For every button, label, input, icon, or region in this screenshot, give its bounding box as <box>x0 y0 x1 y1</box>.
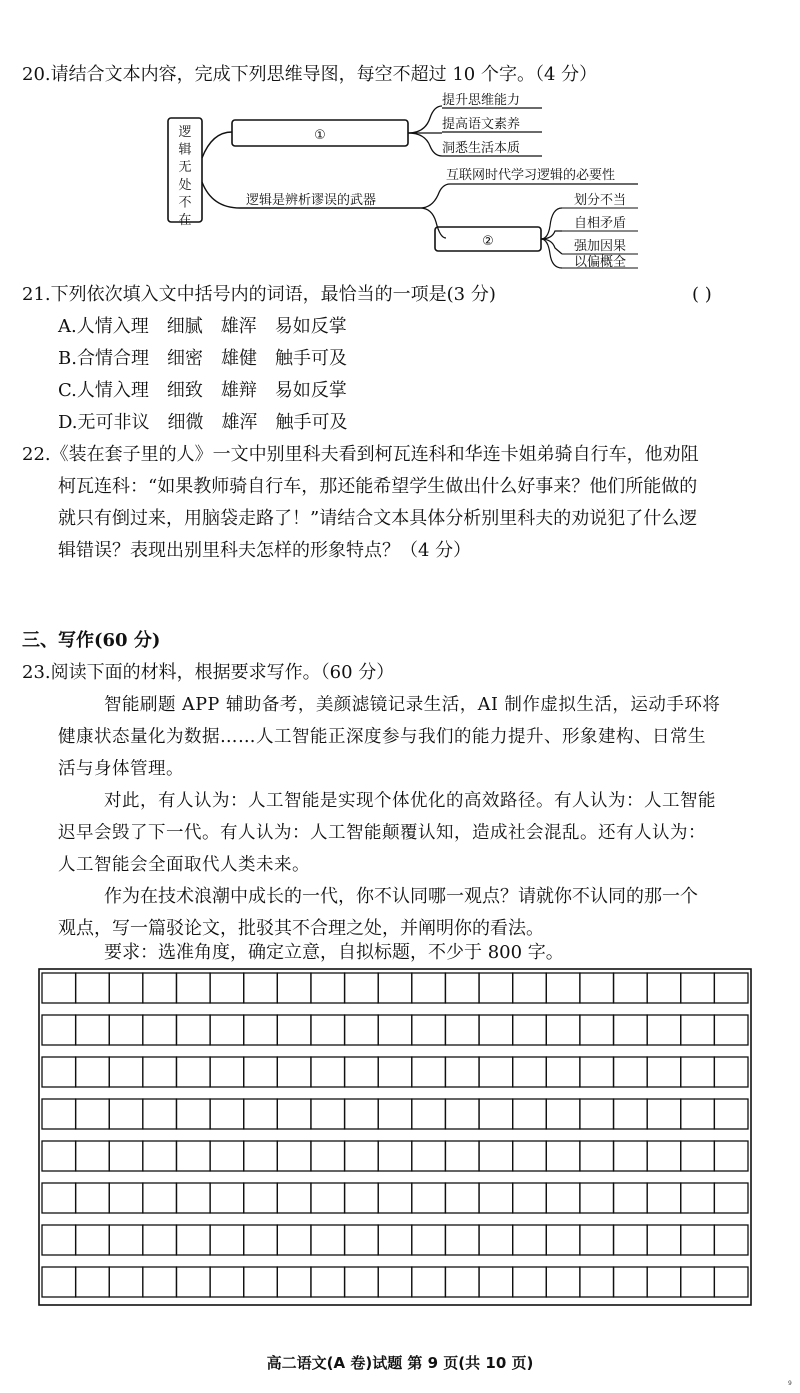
q23-stem: 23.阅读下面的材料，根据要求写作。（60 分） <box>22 662 395 683</box>
grid-cell <box>513 1057 547 1087</box>
grid-cell <box>546 1225 580 1255</box>
grid-cell <box>76 1225 110 1255</box>
grid-cell <box>311 1225 345 1255</box>
branch2-top: 互联网时代学习逻辑的必要性 <box>446 168 616 183</box>
grid-cell <box>244 1225 278 1255</box>
root-char-0: 逻 <box>178 125 192 140</box>
grid-cell <box>546 973 580 1003</box>
branch1-item-1: 提高语文素养 <box>442 117 521 132</box>
grid-cell <box>345 1225 379 1255</box>
grid-cell <box>378 1267 412 1297</box>
grid-cell <box>176 973 210 1003</box>
q23-requirement: 要求：选准角度，确定立意，自拟标题，不少于 800 字。 <box>104 942 564 963</box>
grid-cell <box>244 1141 278 1171</box>
grid-cell <box>647 1057 681 1087</box>
grid-cell <box>681 1267 715 1297</box>
grid-cell <box>42 1225 76 1255</box>
grid-cell <box>647 973 681 1003</box>
q21-bracket: ( ) <box>692 284 712 305</box>
grid-cell <box>244 973 278 1003</box>
grid-cell <box>513 1225 547 1255</box>
grid-cell <box>176 1225 210 1255</box>
grid-cell <box>681 1141 715 1171</box>
grid-cell <box>109 1225 143 1255</box>
grid-cell <box>479 1057 513 1087</box>
grid-cell <box>42 1183 76 1213</box>
grid-cell <box>277 1267 311 1297</box>
grid-cell <box>681 1099 715 1129</box>
grid-cell <box>109 1015 143 1045</box>
grid-cell <box>210 1015 244 1045</box>
grid-cell <box>378 973 412 1003</box>
grid-cell <box>109 1267 143 1297</box>
grid-cell <box>412 1183 446 1213</box>
grid-cell <box>277 1057 311 1087</box>
grid-cell <box>580 1057 614 1087</box>
root-char-5: 在 <box>178 213 192 228</box>
grid-cell <box>378 1099 412 1129</box>
q21-option-c: C.人情入理 细致 雄辩 易如反掌 <box>58 380 347 401</box>
grid-cell <box>412 1267 446 1297</box>
grid-cell <box>580 1267 614 1297</box>
grid-cell <box>445 1183 479 1213</box>
grid-row <box>42 1225 748 1255</box>
grid-cell <box>412 1225 446 1255</box>
grid-cell <box>647 1015 681 1045</box>
grid-cell <box>176 1183 210 1213</box>
grid-cell <box>647 1267 681 1297</box>
grid-row <box>42 1099 748 1129</box>
grid-cell <box>479 1225 513 1255</box>
grid-cell <box>109 1099 143 1129</box>
grid-row <box>42 1057 748 1087</box>
grid-cell <box>681 1225 715 1255</box>
grid-cell <box>210 1267 244 1297</box>
grid-cell <box>614 1267 648 1297</box>
grid-cell <box>714 1141 748 1171</box>
q23-material-0: 智能刷题 APP 辅助备考，美颜滤镜记录生活，AI 制作虚拟生活，运动手环将 <box>104 695 721 715</box>
grid-row <box>42 1267 748 1297</box>
grid-cell <box>143 1099 177 1129</box>
branch1-item-2: 洞悉生活本质 <box>442 141 521 156</box>
grid-cell <box>345 1141 379 1171</box>
q22-line-3: 辑错误？表现出别里科夫怎样的形象特点？（4 分） <box>58 540 472 561</box>
grid-cell <box>277 1183 311 1213</box>
branch2-item-3: 以偏概全 <box>574 255 627 270</box>
grid-cell <box>513 1015 547 1045</box>
grid-cell <box>244 1267 278 1297</box>
grid-cell <box>176 1099 210 1129</box>
grid-cell <box>345 973 379 1003</box>
grid-cell <box>714 1015 748 1045</box>
page-mark: 9 <box>788 1380 792 1387</box>
grid-cell <box>580 1183 614 1213</box>
blank-2-label: ② <box>482 234 494 249</box>
grid-cell <box>378 1015 412 1045</box>
q23-material-7: 观点，写一篇驳论文，批驳其不合理之处，并阐明你的看法。 <box>58 918 544 939</box>
grid-cell <box>210 1225 244 1255</box>
grid-cell <box>176 1141 210 1171</box>
q21-stem: 21.下列依次填入文中括号内的词语，最恰当的一项是(3 分) <box>22 284 496 305</box>
grid-cell <box>614 973 648 1003</box>
q21-option-a: A.人情入理 细腻 雄浑 易如反掌 <box>58 316 347 337</box>
grid-cell <box>681 973 715 1003</box>
grid-cell <box>479 1099 513 1129</box>
grid-cell <box>345 1267 379 1297</box>
grid-cell <box>546 1267 580 1297</box>
grid-cell <box>580 1141 614 1171</box>
grid-cell <box>210 1099 244 1129</box>
grid-cell <box>76 1267 110 1297</box>
grid-cell <box>345 1099 379 1129</box>
grid-cell <box>244 1183 278 1213</box>
grid-cell <box>277 1141 311 1171</box>
grid-cell <box>479 1267 513 1297</box>
grid-cell <box>277 973 311 1003</box>
grid-cell <box>412 1015 446 1045</box>
grid-cell <box>445 1057 479 1087</box>
q22-line-0: 22.《装在套子里的人》一文中别里科夫看到柯瓦连科和华连卡姐弟骑自行车，他劝阻 <box>22 444 699 465</box>
grid-cell <box>580 1225 614 1255</box>
grid-cell <box>42 973 76 1003</box>
grid-cell <box>714 1225 748 1255</box>
q22-line-1: 柯瓦连科：“如果教师骑自行车，那还能希望学生做出什么好事来？他们所能做的 <box>58 476 698 497</box>
grid-cell <box>714 1183 748 1213</box>
grid-cell <box>412 1141 446 1171</box>
branch2-item-0: 划分不当 <box>574 193 627 208</box>
grid-cell <box>42 1267 76 1297</box>
grid-cell <box>647 1183 681 1213</box>
root-char-2: 无 <box>178 160 192 176</box>
grid-cell <box>176 1267 210 1297</box>
q22-line-2: 就只有倒过来，用脑袋走路了！”请结合文本具体分析别里科夫的劝说犯了什么逻 <box>58 508 698 529</box>
q23-material-2: 活与身体管理。 <box>58 759 184 779</box>
grid-cell <box>681 1057 715 1087</box>
grid-cell <box>445 1099 479 1129</box>
grid-cell <box>109 1057 143 1087</box>
grid-cell <box>109 1141 143 1171</box>
grid-cell <box>42 1015 76 1045</box>
grid-cell <box>42 1141 76 1171</box>
branch1-item-0: 提升思维能力 <box>442 93 521 108</box>
grid-cell <box>445 1225 479 1255</box>
grid-cell <box>176 1057 210 1087</box>
grid-cell <box>311 1183 345 1213</box>
grid-cell <box>546 1183 580 1213</box>
grid-cell <box>714 1267 748 1297</box>
grid-cell <box>513 1141 547 1171</box>
grid-cell <box>277 1099 311 1129</box>
grid-cell <box>378 1141 412 1171</box>
grid-cell <box>714 1057 748 1087</box>
grid-cell <box>647 1141 681 1171</box>
grid-cell <box>513 1267 547 1297</box>
grid-cell <box>345 1015 379 1045</box>
grid-cell <box>378 1183 412 1213</box>
blank-1-label: ① <box>314 128 326 143</box>
grid-cell <box>614 1015 648 1045</box>
grid-cell <box>244 1099 278 1129</box>
grid-cell <box>412 1057 446 1087</box>
grid-cell <box>445 973 479 1003</box>
q20-stem: 20.请结合文本内容，完成下列思维导图，每空不超过 10 个字。（4 分） <box>22 64 598 85</box>
grid-row <box>42 1015 748 1045</box>
mind-map <box>150 90 660 270</box>
q23-material-3: 对此，有人认为：人工智能是实现个体优化的高效路径。有人认为：人工智能 <box>104 791 716 811</box>
writing-grid[interactable] <box>38 968 754 1310</box>
grid-cell <box>143 973 177 1003</box>
grid-cell <box>714 1099 748 1129</box>
q21-option-b: B.合情合理 细密 雄健 触手可及 <box>58 348 347 369</box>
grid-cell <box>210 1183 244 1213</box>
grid-cell <box>479 973 513 1003</box>
grid-cell <box>614 1225 648 1255</box>
grid-cell <box>614 1057 648 1087</box>
grid-cell <box>109 1183 143 1213</box>
grid-cell <box>614 1183 648 1213</box>
grid-cell <box>513 1099 547 1129</box>
grid-cell <box>143 1183 177 1213</box>
root-char-1: 辑 <box>178 142 192 158</box>
grid-cell <box>42 1057 76 1087</box>
grid-cell <box>445 1015 479 1045</box>
grid-cell <box>412 1099 446 1129</box>
grid-cell <box>580 1099 614 1129</box>
grid-cell <box>345 1183 379 1213</box>
grid-cell <box>580 973 614 1003</box>
grid-cell <box>345 1057 379 1087</box>
grid-cell <box>244 1015 278 1045</box>
grid-cell <box>76 1057 110 1087</box>
grid-cell <box>546 1057 580 1087</box>
grid-cell <box>681 1183 715 1213</box>
branch2-item-1: 自相矛盾 <box>574 216 627 231</box>
grid-cell <box>647 1099 681 1129</box>
grid-cell <box>513 1183 547 1213</box>
grid-cell <box>109 973 143 1003</box>
q23-material-5: 人工智能会全面取代人类未来。 <box>58 855 310 875</box>
grid-cell <box>412 973 446 1003</box>
grid-cell <box>681 1015 715 1045</box>
grid-cell <box>546 1015 580 1045</box>
grid-cell <box>513 973 547 1003</box>
grid-cell <box>378 1057 412 1087</box>
grid-cell <box>176 1015 210 1045</box>
grid-cell <box>614 1099 648 1129</box>
grid-cell <box>479 1141 513 1171</box>
grid-row <box>42 1183 748 1213</box>
grid-cell <box>76 973 110 1003</box>
grid-cell <box>311 1141 345 1171</box>
grid-cell <box>210 1141 244 1171</box>
grid-cell <box>143 1015 177 1045</box>
grid-cell <box>714 973 748 1003</box>
root-char-4: 不 <box>178 195 192 211</box>
grid-cell <box>378 1225 412 1255</box>
grid-cell <box>244 1057 278 1087</box>
q23-material-6: 作为在技术浪潮中成长的一代，你不认同哪一观点？请就你不认同的那一个 <box>104 886 698 907</box>
q23-material-1: 健康状态量化为数据……人工智能正深度参与我们的能力提升、形象建构、日常生 <box>58 727 706 747</box>
grid-cell <box>311 1057 345 1087</box>
root-char-3: 处 <box>178 177 192 193</box>
grid-cell <box>311 1267 345 1297</box>
grid-cell <box>580 1015 614 1045</box>
grid-cell <box>311 1015 345 1045</box>
grid-cell <box>479 1015 513 1045</box>
grid-cell <box>143 1057 177 1087</box>
grid-cell <box>311 1099 345 1129</box>
grid-cell <box>42 1099 76 1129</box>
grid-cell <box>445 1141 479 1171</box>
grid-cell <box>76 1099 110 1129</box>
branch2-label: 逻辑是辨析谬误的武器 <box>246 193 377 208</box>
grid-cell <box>76 1015 110 1045</box>
grid-cell <box>277 1225 311 1255</box>
grid-cell <box>445 1267 479 1297</box>
grid-cell <box>546 1099 580 1129</box>
grid-cell <box>143 1225 177 1255</box>
grid-cell <box>546 1141 580 1171</box>
grid-cell <box>76 1141 110 1171</box>
grid-cell <box>210 973 244 1003</box>
grid-cell <box>143 1141 177 1171</box>
grid-cell <box>143 1267 177 1297</box>
grid-row <box>42 973 748 1003</box>
grid-cell <box>311 973 345 1003</box>
grid-cell <box>614 1141 648 1171</box>
q23-material-4: 迟早会毁了下一代。有人认为：人工智能颠覆认知，造成社会混乱。还有人认为： <box>58 823 706 843</box>
grid-cell <box>76 1183 110 1213</box>
q21-option-d: D.无可非议 细微 雄浑 触手可及 <box>58 412 348 433</box>
grid-cell <box>479 1183 513 1213</box>
page-footer: 高二语文(A 卷)试题 第 9 页(共 10 页) <box>266 1354 534 1372</box>
grid-cell <box>210 1057 244 1087</box>
section-3-title: 三、写作(60 分) <box>22 630 161 651</box>
branch2-item-2: 强加因果 <box>574 239 627 254</box>
grid-row <box>42 1141 748 1171</box>
mindmap-root-text <box>178 125 191 228</box>
grid-cell <box>277 1015 311 1045</box>
grid-cell <box>647 1225 681 1255</box>
